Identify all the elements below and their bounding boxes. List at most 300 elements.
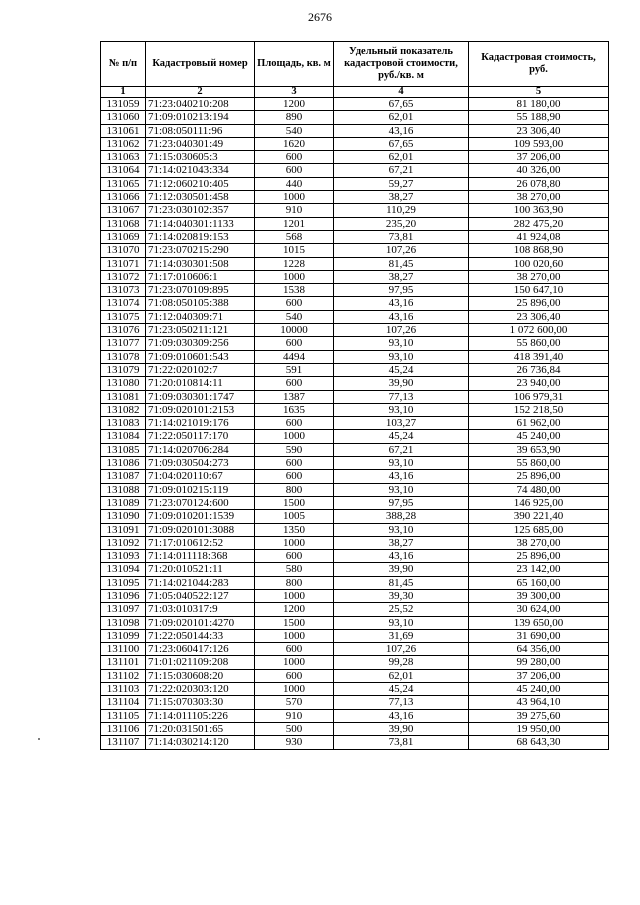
row-number-cell: 131090 [101, 510, 146, 523]
table-row [101, 350, 609, 363]
cadastral-number-cell: 71:23:070215:290 [146, 244, 255, 257]
column-number: 5 [469, 87, 609, 98]
row-number-cell: 131082 [101, 403, 146, 416]
unit-rate-cell: 67,21 [334, 164, 469, 177]
area-cell: 600 [255, 457, 334, 470]
row-number-cell: 131073 [101, 284, 146, 297]
table-row [101, 337, 609, 350]
area-cell: 1000 [255, 270, 334, 283]
cadastral-number-cell: 71:03:010317:9 [146, 603, 255, 616]
unit-rate-cell: 43,16 [334, 124, 469, 137]
area-cell: 910 [255, 709, 334, 722]
row-number-cell: 131083 [101, 417, 146, 430]
cadastral-value-table [100, 41, 609, 750]
cadastral-value-cell: 81 180,00 [469, 98, 609, 111]
row-number-cell: 131104 [101, 696, 146, 709]
table-row [101, 230, 609, 243]
unit-rate-cell: 93,10 [334, 616, 469, 629]
area-cell: 540 [255, 124, 334, 137]
row-number-cell: 131060 [101, 111, 146, 124]
table-row [101, 629, 609, 642]
cadastral-number-cell: 71:23:070109:895 [146, 284, 255, 297]
cadastral-number-cell: 71:14:020819:153 [146, 230, 255, 243]
table-row [101, 576, 609, 589]
table-row [101, 403, 609, 416]
table-row [101, 736, 609, 749]
cadastral-value-cell: 39 653,90 [469, 443, 609, 456]
cadastral-value-cell: 150 647,10 [469, 284, 609, 297]
area-cell: 1000 [255, 536, 334, 549]
cadastral-number-cell: 71:14:020706:284 [146, 443, 255, 456]
cadastral-number-cell: 71:17:010606:1 [146, 270, 255, 283]
area-cell: 440 [255, 177, 334, 190]
cadastral-value-cell: 37 206,00 [469, 669, 609, 682]
cadastral-value-cell: 55 188,90 [469, 111, 609, 124]
cadastral-value-cell: 99 280,00 [469, 656, 609, 669]
cadastral-number-cell: 71:09:020101:4270 [146, 616, 255, 629]
table-row [101, 430, 609, 443]
unit-rate-cell: 81,45 [334, 257, 469, 270]
cadastral-value-cell: 64 356,00 [469, 643, 609, 656]
cadastral-number-cell: 71:12:040309:71 [146, 310, 255, 323]
header-unit-rate: Удельный показатель кадастровой стоимости, руб./кв. м [334, 42, 469, 87]
row-number-cell: 131093 [101, 550, 146, 563]
row-number-cell: 131091 [101, 523, 146, 536]
header-cadastral-value: Кадастровая стоимость, руб. [469, 42, 609, 87]
table-row [101, 510, 609, 523]
table-row [101, 643, 609, 656]
unit-rate-cell: 107,26 [334, 643, 469, 656]
row-number-cell: 131071 [101, 257, 146, 270]
area-cell: 1350 [255, 523, 334, 536]
cadastral-number-cell: 71:14:021044:283 [146, 576, 255, 589]
unit-rate-cell: 67,21 [334, 443, 469, 456]
unit-rate-cell: 45,24 [334, 683, 469, 696]
cadastral-number-cell: 71:14:030214:120 [146, 736, 255, 749]
table-row [101, 443, 609, 456]
table-row [101, 257, 609, 270]
table-row [101, 470, 609, 483]
cadastral-value-cell: 25 896,00 [469, 550, 609, 563]
cadastral-value-cell: 41 924,08 [469, 230, 609, 243]
table-row [101, 151, 609, 164]
cadastral-value-cell: 39 300,00 [469, 589, 609, 602]
cadastral-value-cell: 125 685,00 [469, 523, 609, 536]
table-row [101, 137, 609, 150]
row-number-cell: 131077 [101, 337, 146, 350]
unit-rate-cell: 99,28 [334, 656, 469, 669]
unit-rate-cell: 77,13 [334, 696, 469, 709]
scan-speck [38, 738, 40, 740]
unit-rate-cell: 110,29 [334, 204, 469, 217]
cadastral-number-cell: 71:23:040301:49 [146, 137, 255, 150]
unit-rate-cell: 43,16 [334, 297, 469, 310]
table-row [101, 563, 609, 576]
row-number-cell: 131075 [101, 310, 146, 323]
cadastral-value-cell: 1 072 600,00 [469, 324, 609, 337]
cadastral-value-cell: 39 275,60 [469, 709, 609, 722]
table-row [101, 603, 609, 616]
row-number-cell: 131066 [101, 191, 146, 204]
row-number-cell: 131089 [101, 496, 146, 509]
area-cell: 800 [255, 483, 334, 496]
table-row [101, 270, 609, 283]
row-number-cell: 131065 [101, 177, 146, 190]
unit-rate-cell: 67,65 [334, 137, 469, 150]
column-number: 4 [334, 87, 469, 98]
area-cell: 800 [255, 576, 334, 589]
row-number-cell: 131062 [101, 137, 146, 150]
cadastral-number-cell: 71:23:070124:600 [146, 496, 255, 509]
cadastral-number-cell: 71:14:011105:226 [146, 709, 255, 722]
unit-rate-cell: 39,90 [334, 722, 469, 735]
cadastral-number-cell: 71:14:030301:508 [146, 257, 255, 270]
cadastral-value-cell: 45 240,00 [469, 430, 609, 443]
cadastral-value-cell: 418 391,40 [469, 350, 609, 363]
area-cell: 1201 [255, 217, 334, 230]
unit-rate-cell: 59,27 [334, 177, 469, 190]
cadastral-number-cell: 71:17:010612:52 [146, 536, 255, 549]
unit-rate-cell: 43,16 [334, 550, 469, 563]
row-number-cell: 131099 [101, 629, 146, 642]
table-row [101, 217, 609, 230]
table-row [101, 669, 609, 682]
table-row [101, 390, 609, 403]
area-cell: 1000 [255, 589, 334, 602]
cadastral-value-cell: 23 306,40 [469, 310, 609, 323]
cadastral-value-cell: 100 020,60 [469, 257, 609, 270]
cadastral-number-cell: 71:09:030309:256 [146, 337, 255, 350]
cadastral-number-cell: 71:12:060210:405 [146, 177, 255, 190]
unit-rate-cell: 62,01 [334, 111, 469, 124]
area-cell: 1538 [255, 284, 334, 297]
cadastral-number-cell: 71:01:021109:208 [146, 656, 255, 669]
area-cell: 570 [255, 696, 334, 709]
unit-rate-cell: 31,69 [334, 629, 469, 642]
cadastral-value-cell: 37 206,00 [469, 151, 609, 164]
row-number-cell: 131085 [101, 443, 146, 456]
area-cell: 1387 [255, 390, 334, 403]
cadastral-number-cell: 71:23:030102:357 [146, 204, 255, 217]
unit-rate-cell: 38,27 [334, 270, 469, 283]
header-area: Площадь, кв. м [255, 42, 334, 87]
column-number: 1 [101, 87, 146, 98]
cadastral-value-cell: 100 363,90 [469, 204, 609, 217]
unit-rate-cell: 25,52 [334, 603, 469, 616]
cadastral-number-cell: 71:14:021019:176 [146, 417, 255, 430]
row-number-cell: 131096 [101, 589, 146, 602]
unit-rate-cell: 62,01 [334, 669, 469, 682]
cadastral-value-cell: 139 650,00 [469, 616, 609, 629]
cadastral-value-cell: 68 643,30 [469, 736, 609, 749]
row-number-cell: 131063 [101, 151, 146, 164]
row-number-cell: 131084 [101, 430, 146, 443]
cadastral-number-cell: 71:20:010521:11 [146, 563, 255, 576]
cadastral-value-cell: 25 896,00 [469, 470, 609, 483]
cadastral-number-cell: 71:09:010215:119 [146, 483, 255, 496]
area-cell: 600 [255, 417, 334, 430]
row-number-cell: 131097 [101, 603, 146, 616]
unit-rate-cell: 93,10 [334, 457, 469, 470]
unit-rate-cell: 45,24 [334, 430, 469, 443]
unit-rate-cell: 62,01 [334, 151, 469, 164]
row-number-cell: 131080 [101, 377, 146, 390]
cadastral-value-cell: 38 270,00 [469, 270, 609, 283]
area-cell: 540 [255, 310, 334, 323]
unit-rate-cell: 39,30 [334, 589, 469, 602]
row-number-cell: 131105 [101, 709, 146, 722]
unit-rate-cell: 39,90 [334, 563, 469, 576]
header-row-number: № п/п [101, 42, 146, 87]
area-cell: 1228 [255, 257, 334, 270]
unit-rate-cell: 97,95 [334, 284, 469, 297]
cadastral-number-cell: 71:14:040301:1133 [146, 217, 255, 230]
area-cell: 1000 [255, 430, 334, 443]
area-cell: 600 [255, 669, 334, 682]
unit-rate-cell: 93,10 [334, 403, 469, 416]
cadastral-number-cell: 71:22:020303:120 [146, 683, 255, 696]
unit-rate-cell: 43,16 [334, 310, 469, 323]
area-cell: 1200 [255, 98, 334, 111]
page-number: 2676 [308, 10, 332, 24]
cadastral-number-cell: 71:22:050144:33 [146, 629, 255, 642]
table-row [101, 363, 609, 376]
unit-rate-cell: 45,24 [334, 363, 469, 376]
row-number-cell: 131064 [101, 164, 146, 177]
cadastral-number-cell: 71:09:010601:543 [146, 350, 255, 363]
unit-rate-cell: 107,26 [334, 324, 469, 337]
area-cell: 600 [255, 377, 334, 390]
area-cell: 10000 [255, 324, 334, 337]
row-number-cell: 131068 [101, 217, 146, 230]
area-cell: 500 [255, 722, 334, 735]
unit-rate-cell: 93,10 [334, 350, 469, 363]
table-row [101, 656, 609, 669]
table-row [101, 616, 609, 629]
header-cadastral-number: Кадастровый номер [146, 42, 255, 87]
cadastral-number-cell: 71:22:050117:170 [146, 430, 255, 443]
cadastral-number-cell: 71:20:031501:65 [146, 722, 255, 735]
row-number-cell: 131086 [101, 457, 146, 470]
unit-rate-cell: 107,26 [334, 244, 469, 257]
cadastral-value-cell: 23 306,40 [469, 124, 609, 137]
unit-rate-cell: 67,65 [334, 98, 469, 111]
row-number-cell: 131094 [101, 563, 146, 576]
row-number-cell: 131087 [101, 470, 146, 483]
table-row [101, 536, 609, 549]
cadastral-value-cell: 31 690,00 [469, 629, 609, 642]
table-row [101, 297, 609, 310]
table-row [101, 683, 609, 696]
cadastral-number-cell: 71:09:030504:273 [146, 457, 255, 470]
cadastral-number-cell: 71:09:010201:1539 [146, 510, 255, 523]
cadastral-number-cell: 71:09:020101:2153 [146, 403, 255, 416]
unit-rate-cell: 38,27 [334, 191, 469, 204]
cadastral-value-cell: 38 270,00 [469, 536, 609, 549]
area-cell: 1500 [255, 616, 334, 629]
table-row [101, 164, 609, 177]
table-row [101, 377, 609, 390]
table-row [101, 191, 609, 204]
table-row [101, 709, 609, 722]
table-row [101, 483, 609, 496]
cadastral-value-cell: 152 218,50 [469, 403, 609, 416]
header-row [101, 42, 609, 87]
table-row [101, 722, 609, 735]
area-cell: 591 [255, 363, 334, 376]
row-number-cell: 131101 [101, 656, 146, 669]
cadastral-value-cell: 26 736,84 [469, 363, 609, 376]
cadastral-number-cell: 71:22:020102:7 [146, 363, 255, 376]
row-number-cell: 131061 [101, 124, 146, 137]
cadastral-value-cell: 61 962,00 [469, 417, 609, 430]
area-cell: 1635 [255, 403, 334, 416]
table-row [101, 696, 609, 709]
table-row [101, 324, 609, 337]
cadastral-value-cell: 25 896,00 [469, 297, 609, 310]
cadastral-value-cell: 109 593,00 [469, 137, 609, 150]
cadastral-value-cell: 40 326,00 [469, 164, 609, 177]
area-cell: 568 [255, 230, 334, 243]
row-number-cell: 131072 [101, 270, 146, 283]
cadastral-number-cell: 71:08:050105:388 [146, 297, 255, 310]
row-number-cell: 131081 [101, 390, 146, 403]
cadastral-value-cell: 23 142,00 [469, 563, 609, 576]
table-row [101, 589, 609, 602]
cadastral-number-cell: 71:14:011118:368 [146, 550, 255, 563]
row-number-cell: 131106 [101, 722, 146, 735]
unit-rate-cell: 73,81 [334, 736, 469, 749]
area-cell: 600 [255, 643, 334, 656]
area-cell: 1620 [255, 137, 334, 150]
area-cell: 1015 [255, 244, 334, 257]
cadastral-number-cell: 71:15:070303:30 [146, 696, 255, 709]
cadastral-value-cell: 390 221,40 [469, 510, 609, 523]
cadastral-value-cell: 45 240,00 [469, 683, 609, 696]
table-row [101, 523, 609, 536]
unit-rate-cell: 81,45 [334, 576, 469, 589]
row-number-cell: 131103 [101, 683, 146, 696]
cadastral-value-cell: 282 475,20 [469, 217, 609, 230]
cadastral-value-cell: 30 624,00 [469, 603, 609, 616]
unit-rate-cell: 103,27 [334, 417, 469, 430]
row-number-cell: 131070 [101, 244, 146, 257]
table-row [101, 244, 609, 257]
area-cell: 910 [255, 204, 334, 217]
cadastral-value-cell: 23 940,00 [469, 377, 609, 390]
area-cell: 590 [255, 443, 334, 456]
cadastral-value-cell: 55 860,00 [469, 457, 609, 470]
unit-rate-cell: 77,13 [334, 390, 469, 403]
cadastral-number-cell: 71:15:030608:20 [146, 669, 255, 682]
unit-rate-cell: 388,28 [334, 510, 469, 523]
row-number-cell: 131079 [101, 363, 146, 376]
area-cell: 600 [255, 151, 334, 164]
table-row [101, 550, 609, 563]
cadastral-value-cell: 65 160,00 [469, 576, 609, 589]
row-number-cell: 131067 [101, 204, 146, 217]
unit-rate-cell: 43,16 [334, 709, 469, 722]
cadastral-number-cell: 71:15:030605:3 [146, 151, 255, 164]
table-row [101, 457, 609, 470]
cadastral-number-cell: 71:20:010814:11 [146, 377, 255, 390]
cadastral-number-cell: 71:23:050211:121 [146, 324, 255, 337]
column-number: 3 [255, 87, 334, 98]
table-row [101, 204, 609, 217]
table-row [101, 284, 609, 297]
area-cell: 1200 [255, 603, 334, 616]
cadastral-number-cell: 71:09:010213:194 [146, 111, 255, 124]
table-row [101, 124, 609, 137]
area-cell: 1000 [255, 656, 334, 669]
row-number-cell: 131107 [101, 736, 146, 749]
row-number-cell: 131098 [101, 616, 146, 629]
row-number-cell: 131092 [101, 536, 146, 549]
unit-rate-cell: 235,20 [334, 217, 469, 230]
area-cell: 1000 [255, 191, 334, 204]
cadastral-number-cell: 71:09:030301:1747 [146, 390, 255, 403]
cadastral-number-cell: 71:04:020110:67 [146, 470, 255, 483]
cadastral-number-cell: 71:09:020101:3088 [146, 523, 255, 536]
table-body [101, 98, 609, 750]
unit-rate-cell: 43,16 [334, 470, 469, 483]
area-cell: 600 [255, 550, 334, 563]
column-number: 2 [146, 87, 255, 98]
area-cell: 4494 [255, 350, 334, 363]
unit-rate-cell: 38,27 [334, 536, 469, 549]
area-cell: 600 [255, 164, 334, 177]
area-cell: 600 [255, 297, 334, 310]
row-number-cell: 131069 [101, 230, 146, 243]
row-number-cell: 131088 [101, 483, 146, 496]
row-number-cell: 131100 [101, 643, 146, 656]
area-cell: 1005 [255, 510, 334, 523]
cadastral-number-cell: 71:14:021043:334 [146, 164, 255, 177]
unit-rate-cell: 93,10 [334, 483, 469, 496]
table-row [101, 98, 609, 111]
area-cell: 1000 [255, 629, 334, 642]
row-number-cell: 131059 [101, 98, 146, 111]
unit-rate-cell: 97,95 [334, 496, 469, 509]
row-number-cell: 131102 [101, 669, 146, 682]
cadastral-value-cell: 74 480,00 [469, 483, 609, 496]
cadastral-value-cell: 55 860,00 [469, 337, 609, 350]
unit-rate-cell: 93,10 [334, 523, 469, 536]
area-cell: 600 [255, 337, 334, 350]
area-cell: 890 [255, 111, 334, 124]
row-number-cell: 131074 [101, 297, 146, 310]
area-cell: 1000 [255, 683, 334, 696]
table-row [101, 417, 609, 430]
cadastral-number-cell: 71:05:040522:127 [146, 589, 255, 602]
table-row [101, 177, 609, 190]
cadastral-value-cell: 26 078,80 [469, 177, 609, 190]
table-row [101, 496, 609, 509]
cadastral-number-cell: 71:12:030501:458 [146, 191, 255, 204]
cadastral-value-cell: 106 979,31 [469, 390, 609, 403]
cadastral-value-cell: 108 868,90 [469, 244, 609, 257]
cadastral-value-cell: 43 964,10 [469, 696, 609, 709]
area-cell: 1500 [255, 496, 334, 509]
row-number-cell: 131076 [101, 324, 146, 337]
table-row [101, 111, 609, 124]
cadastral-value-cell: 146 925,00 [469, 496, 609, 509]
column-number-row [101, 87, 609, 98]
area-cell: 930 [255, 736, 334, 749]
cadastral-number-cell: 71:23:060417:126 [146, 643, 255, 656]
row-number-cell: 131095 [101, 576, 146, 589]
cadastral-number-cell: 71:23:040210:208 [146, 98, 255, 111]
